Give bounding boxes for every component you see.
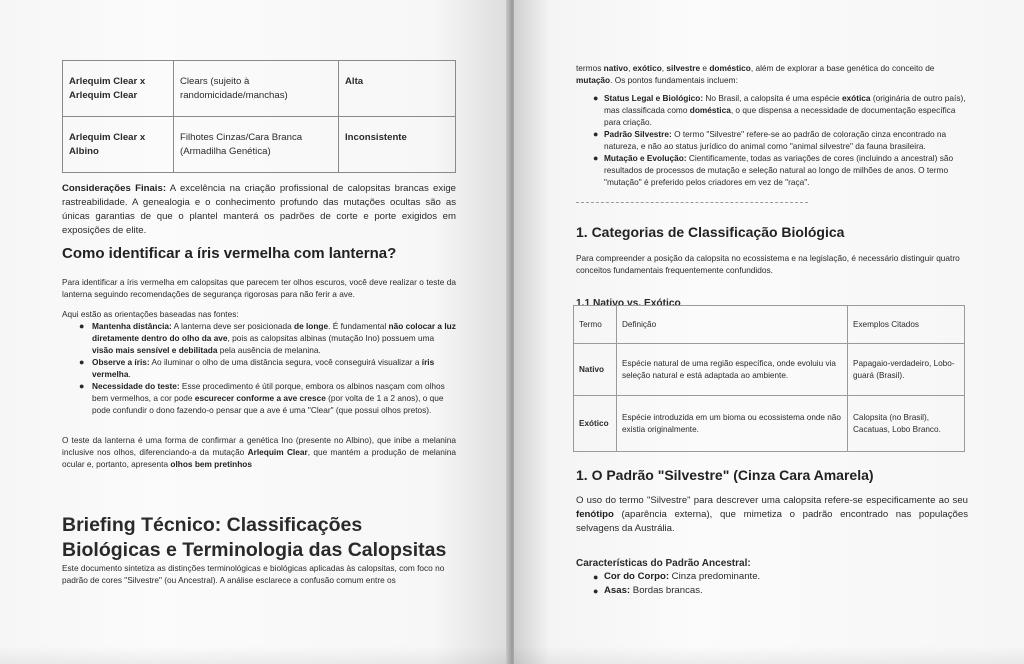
table-cell: Filhotes Cinzas/Cara Branca (Armadilha Genética) [174, 117, 339, 173]
intro-paragraph: Aqui estão as orientações baseadas nas fontes: [62, 309, 239, 319]
text: (aparência externa), que mimetiza o padrão encontrado nas populações selvagens da Austrália. [576, 509, 968, 534]
text: O teste da lanterna é uma forma de confirmar a genética Ino (presente no Albino), que inibe a melanina inclusive nos olhos, diferenciando-a da mutação [62, 435, 456, 457]
table-row [574, 344, 965, 396]
text: . É fundamental [328, 321, 389, 331]
text: O termo "Silvestre" refere-se ao padrão de coloração cinza encontrado na natureza, e não ao status jurídico do animal como "animal silvestre" da fauna brasileira. [604, 129, 947, 151]
text: pela ausência de melanina. [217, 345, 321, 355]
section-heading: Como identificar a íris vermelha com lanterna? [62, 245, 397, 262]
key-points-list [576, 92, 968, 188]
table-row [574, 396, 965, 452]
section-heading: 1. O Padrão "Silvestre" (Cinza Cara Amarela) [576, 467, 874, 483]
final-label: Considerações Finais: [62, 183, 167, 194]
left-page [0, 0, 510, 664]
bullet-icon: ● [593, 93, 599, 103]
text: , pois as calopsitas albinas (mutação Ino) possuem uma [227, 333, 435, 343]
bold-text: de longe [294, 321, 329, 331]
table-cell: Arlequim Clear x Albino [63, 117, 174, 173]
bold-text: Arlequim Clear [247, 447, 308, 457]
bold-text: visão mais sensível e debilitada [92, 345, 218, 355]
text: , [628, 63, 633, 73]
intro-paragraph: Para compreender a posição da calopsita no ecossistema e na legislação, é necessário distinguir quatro conceitos fundamentais frequentemente confundidos. [576, 253, 960, 275]
bold-text: nativo [603, 63, 629, 73]
bullet-icon: ● [593, 129, 599, 139]
table-header-row [574, 306, 965, 344]
list-item [62, 320, 456, 356]
list-item [576, 152, 968, 188]
bullet-label: Cor do Corpo: [604, 571, 670, 582]
tips-list [62, 320, 456, 416]
bullet-label: Asas: [604, 585, 631, 596]
bullet-label: Mutação e Evolução: [604, 153, 687, 163]
bullet-label: Observe a íris: [92, 357, 150, 367]
column-header: Termo [574, 306, 617, 344]
bullet-label: Padrão Silvestre: [604, 129, 672, 139]
bold-text: exótica [841, 93, 871, 103]
bullet-label: Status Legal e Biológico: [604, 93, 704, 103]
bold-text: exótico [632, 63, 662, 73]
bold-text: escurecer conforme a ave cresce [194, 393, 326, 403]
bullet-icon: ● [79, 357, 85, 367]
bold-text: não colocar a luz diretamente dentro do olho da ave [92, 321, 456, 343]
text: . [128, 369, 131, 379]
bullet-icon: ● [593, 586, 599, 596]
bold-text: silvestre [666, 63, 701, 73]
subsection-heading: 1.1 Nativo vs. Exótico [576, 298, 681, 310]
bullet-icon: ● [79, 321, 85, 331]
text: Cientificamente, todas as variações de cores (incluindo a ancestral) são resultados de processos de mutação e seleção natural ao longo de milhões de anos. O termo "mutação" é preferido pelos criadores em vez de "raça". [604, 153, 954, 187]
table-cell: Arlequim Clear x Arlequim Clear [63, 61, 174, 117]
text: , o que dispensa a necessidade de documentação específica para criação. [604, 105, 956, 127]
list-item [576, 92, 968, 128]
bullet-icon: ● [593, 153, 599, 163]
table-cell: Alta [339, 61, 456, 117]
list-item [576, 570, 968, 584]
text: Ao iluminar o olho de uma distância segura, você conseguirá visualizar a [149, 357, 422, 367]
divider [576, 202, 808, 203]
list-item [62, 380, 456, 416]
text: , que mantém a produção de melanina ocular e, portanto, apresenta [62, 447, 456, 469]
page-shadow [0, 646, 510, 664]
text: , além de explorar a base genética do conceito de [750, 63, 935, 73]
bold-text: olhos bem pretinhos [170, 459, 252, 469]
text: O uso do termo "Silvestre" para descrever uma calopsita refere-se especificamente ao seu [576, 495, 968, 506]
final-considerations [62, 182, 456, 238]
classification-table [573, 305, 965, 452]
list-item [576, 128, 968, 152]
bold-text: fenótipo [576, 509, 614, 520]
table-cell: Calopsita (no Brasil), Cacatuas, Lobo Branco. [848, 396, 965, 452]
bullet-icon: ● [593, 572, 599, 582]
text: No Brasil, a calopsita é uma espécie [703, 93, 842, 103]
list-item [62, 356, 456, 380]
briefing-title: Briefing Técnico: Classificações Biológicas e Terminologia das Calopsitas [62, 514, 447, 562]
intro-paragraph: Para identificar a íris vermelha em calopsitas que parecem ter olhos escuros, você deve realizar o teste da lanterna seguindo recomendações de segurança rigorosas para não ferir a ave. [62, 277, 456, 299]
bold-text: mutação [576, 75, 611, 85]
silvestre-paragraph [576, 494, 968, 536]
bold-text: doméstico [709, 63, 751, 73]
text: A lanterna deve ser posicionada [171, 321, 294, 331]
section-heading: 1. Categorias de Classificação Biológica [576, 224, 845, 240]
bullet-label: Mantenha distância: [92, 321, 172, 331]
page-shadow [514, 646, 1024, 664]
column-header: Definição [617, 306, 848, 344]
subsection-heading: Características do Padrão Ancestral: [576, 558, 751, 569]
column-header: Exemplos Citados [848, 306, 965, 344]
table-cell: Espécie natural de uma região específica, onde evoluiu via seleção natural e está adaptada ao ambiente. [617, 344, 848, 396]
text: . Os pontos fundamentais incluem: [610, 75, 738, 85]
text: e [700, 63, 710, 73]
closing-paragraph [62, 434, 456, 470]
text: (por volta de 1 a 2 anos), o que pode confundir o dono fazendo-o pensar que a ave é uma "Clear" (que possui olhos pretos). [92, 393, 444, 415]
text: termos [576, 63, 604, 73]
final-text: A excelência na criação profissional de calopsitas brancas exige rastreabilidade. A genealogia e o conhecimento profundo das mutações ocultas são as únicas garantias de que o plantel manterá os padrões de corte e porte exigidos em exposições de elite. [62, 183, 456, 236]
table-cell: Clears (sujeito à randomicidade/manchas) [174, 61, 339, 117]
bold-text: íris vermelha [92, 357, 435, 379]
bullet-icon: ● [79, 381, 85, 391]
text: Cinza predominante. [669, 571, 761, 582]
table-cell: Espécie introduzida em um bioma ou ecossistema onde não existia originalmente. [617, 396, 848, 452]
briefing-intro: Este documento sintetiza as distinções terminológicas e biológicas aplicadas às calopsitas, com foco no padrão de cores "Silvestre" (ou Ancestral). A análise esclarece a confusão comum entre os [62, 563, 445, 585]
bold-text: doméstica [689, 105, 731, 115]
table-row [63, 117, 456, 173]
traits-list [576, 570, 968, 598]
text: (originária de outro país), mas classificada como [604, 93, 966, 115]
table-cell: Papagaio-verdadeiro, Lobo-guará (Brasil). [848, 344, 965, 396]
table-cell: Exótico [574, 396, 617, 452]
table-cell: Nativo [574, 344, 617, 396]
list-item [576, 584, 968, 598]
table-row [63, 61, 456, 117]
table-cell: Inconsistente [339, 117, 456, 173]
mutation-table [62, 60, 456, 173]
continued-paragraph [576, 62, 968, 86]
text: Bordas brancas. [630, 585, 703, 596]
text: , [661, 63, 667, 73]
bullet-label: Necessidade do teste: [92, 381, 180, 391]
text: Esse procedimento é útil porque, embora os albinos nasçam com olhos bem vermelhos, a cor pode [92, 381, 445, 403]
